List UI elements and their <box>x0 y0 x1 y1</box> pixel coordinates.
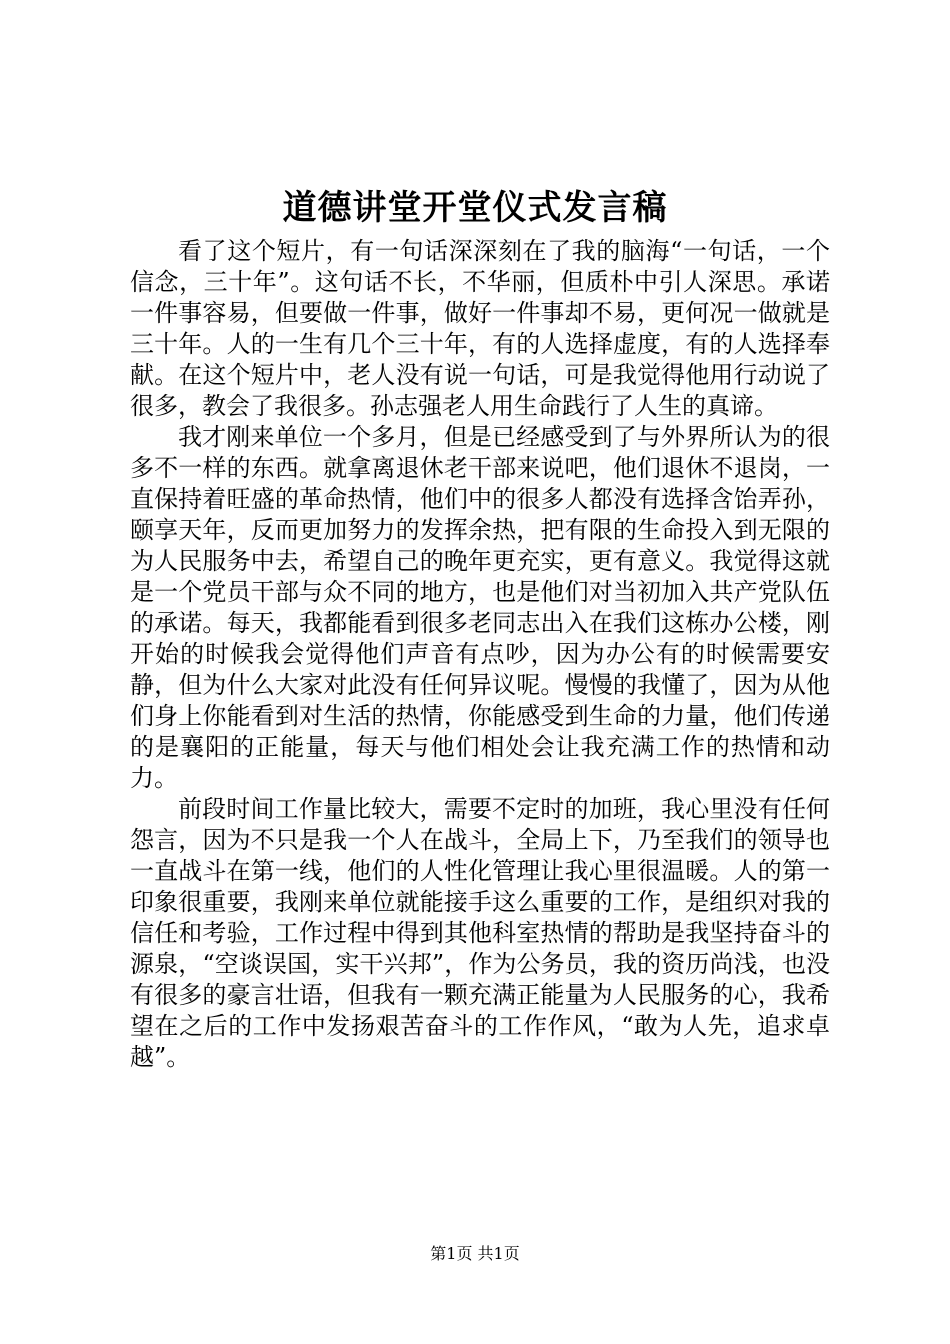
document-title: 道德讲堂开堂仪式发言稿 <box>282 188 668 228</box>
page-number-footer: 第1页 共1页 <box>430 1244 520 1263</box>
document-body <box>130 236 830 1073</box>
paragraph-2: 我才刚来单位一个多月，但是已经感受到了与外界所认为的很多不一样的东西。就拿离退休老干部来说吧，他们退休不退岗，一直保持着旺盛的革命热情，他们中的很多人都没有选择含饴弄孙，颐享天年，反而更加努力的发挥余热，把有限的生命投入到无限的为人民服务中去，希望自己的晚年更充实，更有意义。我觉得这就是一个党员干部与众不同的地方，也是他们对当初加入共产党队伍的承诺。每天，我都能看到很多老同志出入在我们这栋办公楼，刚开始的时候我会觉得他们声音有点吵，因为办公有的时候需要安静，但为什么大家对此没有任何异议呢。慢慢的我懂了，因为从他们身上你能看到对生活的热情，你能感受到生命的力量，他们传递的是襄阳的正能量，每天与他们相处会让我充满工作的热情和动力。 <box>130 423 830 792</box>
paragraph-3: 前段时间工作量比较大，需要不定时的加班，我心里没有任何怨言，因为不只是我一个人在战斗，全局上下，乃至我们的领导也一直战斗在第一线，他们的人性化管理让我心里很温暖。人的第一印象很重要，我刚来单位就能接手这么重要的工作，是组织对我的信任和考验，工作过程中得到其他科室热情的帮助是我坚持奋斗的源泉，“空谈误国，实干兴邦”，作为公务员，我的资历尚浅，也没有很多的豪言壮语，但我有一颗充满正能量为人民服务的心，我希望在之后的工作中发扬艰苦奋斗的工作作风，“敢为人先，追求卓越”。 <box>130 795 830 1071</box>
paragraph-1: 看了这个短片，有一句话深深刻在了我的脑海“一句话，一个信念，三十年”。这句话不长，不华丽，但质朴中引人深思。承诺一件事容易，但要做一件事，做好一件事却不易，更何况一做就是三十年。人的一生有几个三十年，有的人选择虚度，有的人选择奉献。在这个短片中，老人没有说一句话，可是我觉得他用行动说了很多，教会了我很多。孙志强老人用生命践行了人生的真谛。 <box>130 237 830 420</box>
